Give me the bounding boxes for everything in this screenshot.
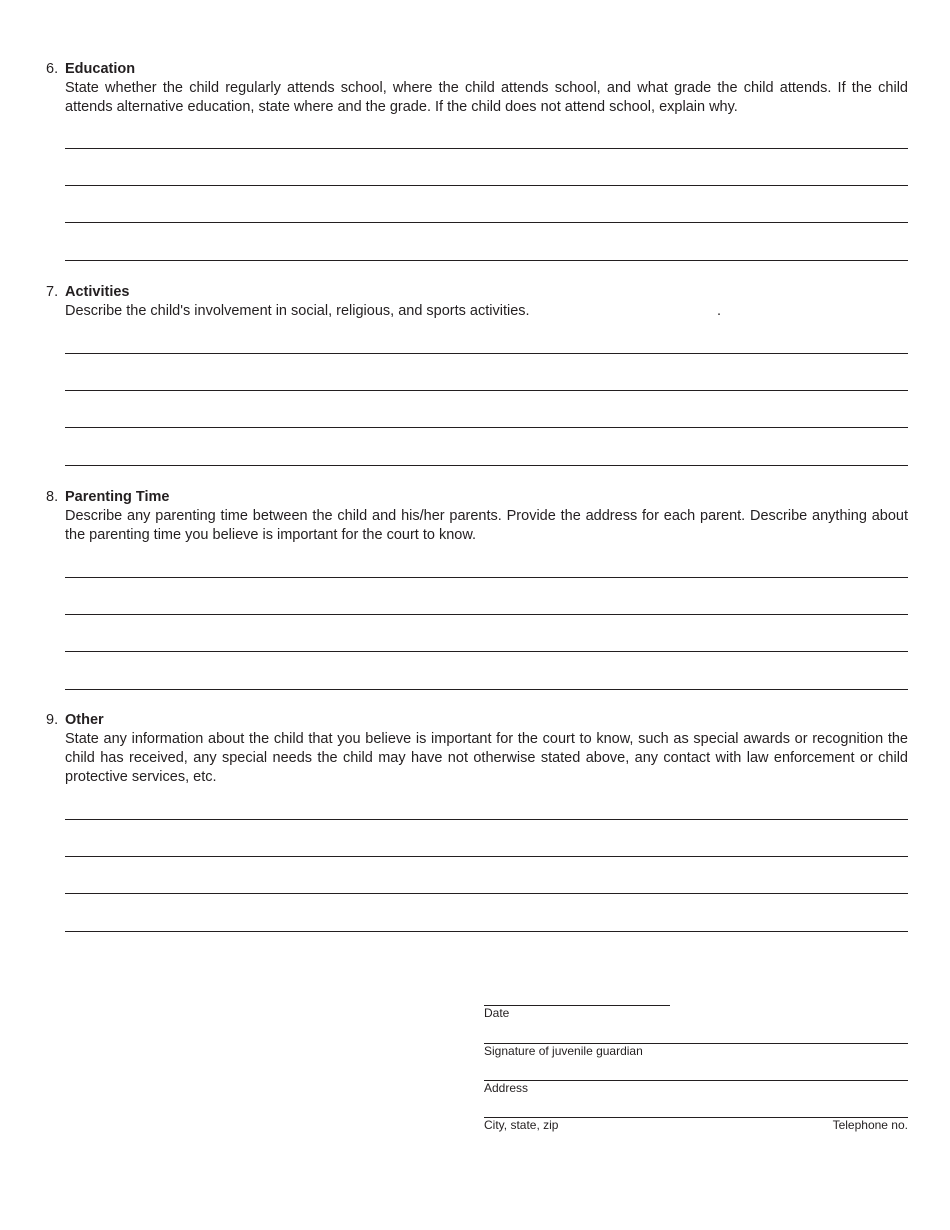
telephone-label: Telephone no. (832, 1118, 908, 1132)
answer-line[interactable] (65, 148, 908, 149)
section-title: Education (65, 61, 136, 77)
section-description: State any information about the child that you believe is important for the court to know, such as special awards or recognition the child has received, any special needs the child may have not otherwise stated above, any contact with law enforcement or child protective services, etc. (65, 731, 908, 785)
answer-line[interactable] (65, 614, 908, 615)
section-title: Parenting Time (65, 489, 170, 505)
answer-line[interactable] (65, 465, 908, 466)
answer-line[interactable] (65, 651, 908, 652)
section-number: 9. (46, 712, 59, 728)
city-state-zip-label: City, state, zip (484, 1118, 559, 1132)
answer-line[interactable] (65, 819, 908, 820)
answer-line[interactable] (65, 390, 908, 391)
answer-line[interactable] (65, 856, 908, 857)
answer-line[interactable] (65, 893, 908, 894)
answer-line[interactable] (65, 689, 908, 690)
date-label: Date (484, 1006, 510, 1020)
answer-line[interactable] (65, 222, 908, 223)
answer-line[interactable] (65, 353, 908, 354)
address-line[interactable] (484, 1080, 908, 1081)
signature-label: Signature of juvenile guardian (484, 1044, 643, 1058)
answer-line[interactable] (65, 427, 908, 428)
address-label: Address (484, 1081, 529, 1095)
section-description: Describe the child's involvement in social, religious, and sports activities. (65, 303, 530, 319)
answer-line[interactable] (65, 577, 908, 578)
answer-line[interactable] (65, 185, 908, 186)
trailing-period: . (717, 303, 722, 319)
section-number: 7. (46, 284, 59, 300)
section-description: State whether the child regularly attends school, where the child attends school, and what grade the child attends. If the child attends alternative education, state where and the grade. If the child does not attend school, explain why. (65, 80, 908, 115)
answer-line[interactable] (65, 931, 908, 932)
date-line[interactable] (484, 1005, 670, 1006)
section-number: 6. (46, 61, 59, 77)
section-title: Other (65, 712, 104, 728)
section-description: Describe any parenting time between the child and his/her parents. Provide the address for each parent. Describe anything about the parenting time you believe is important for the court to know. (65, 508, 908, 543)
answer-line[interactable] (65, 260, 908, 261)
section-title: Activities (65, 284, 130, 300)
section-number: 8. (46, 489, 59, 505)
